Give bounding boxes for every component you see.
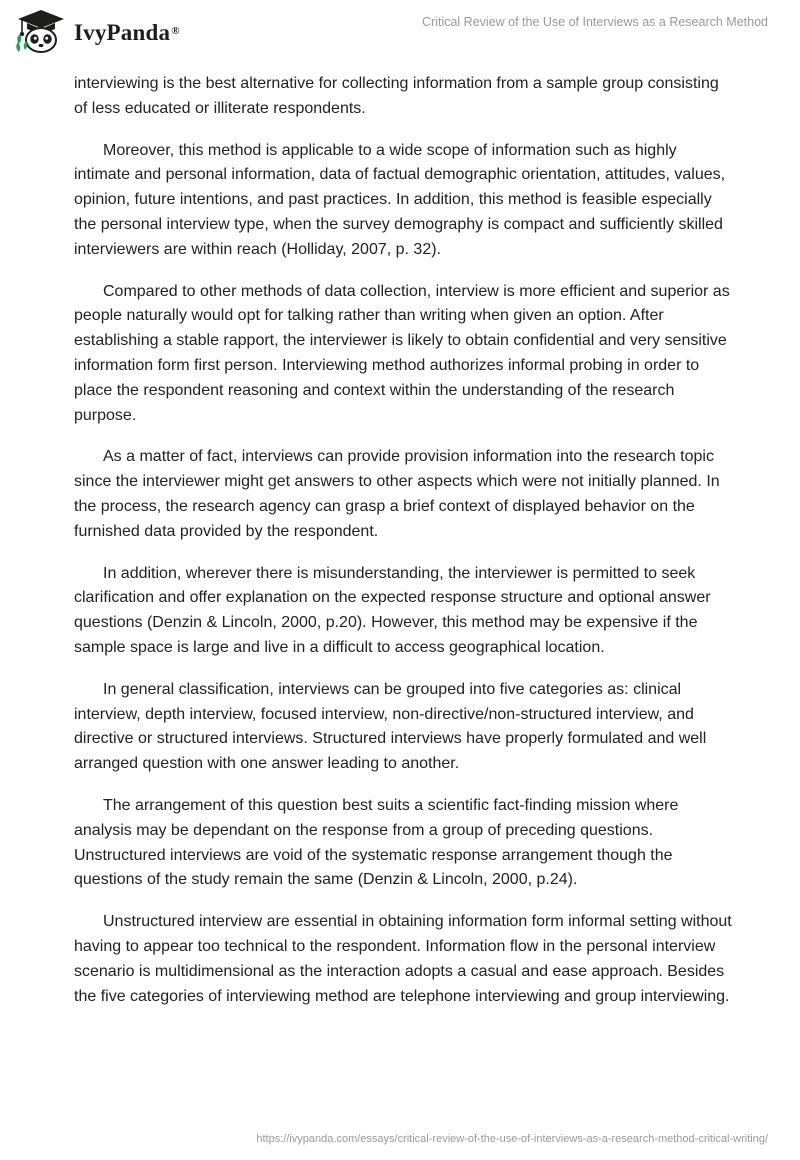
paragraph: As a matter of fact, interviews can provide provision information into the research topic since the interviewer might get answers to other aspects which were not initially planned. In the process, the research agency can grasp a brief context of displayed behavior on the furnished data provided by the respondent. [74,448,720,540]
registered-mark: ® [171,25,180,37]
document-title: Critical Review of the Use of Interviews as a Research Method [422,15,768,29]
paragraph: In addition, wherever there is misunderstanding, the interviewer is permitted to seek clarification and offer explanation on the expected response structure and optional answer questions (Denzin & Lincoln, 2000, p.20). However, this method may be expensive if the sample space is large and live in a difficult to access geographical location. [74,564,711,656]
brand-name[interactable] [74,20,180,46]
paragraph: The arrangement of this question best suits a scientific fact-finding mission where analysis may be dependant on the response from a group of preceding questions. Unstructured interviews are void of the systematic response arrangement though the questions of the study remain the same (Denzin & Lincoln, 2000, p.24). [74,796,679,889]
source-url[interactable]: https://ivypanda.com/essays/critical-review-of-the-use-of-interviews-as-a-research-method-critical-writing/ [256,1133,768,1145]
paragraph: In general classification, interviews can be grouped into five categories as: clinical interview, depth interview, focused interview, non-directive/non-structured interview, and directive or structured interviews. Structured interviews have properly formulated and well arranged question with one answer leading to another. [74,680,707,773]
paragraph-continued: interviewing is the best alternative for collecting information from a sample group consisting of less educated or illiterate respondents. [74,75,719,117]
page-header [0,0,800,66]
brand-name-text: IvyPanda [74,20,171,45]
paragraph: Unstructured interview are essential in obtaining information form informal setting without having to appear too technical to the respondent. Information flow in the personal interview scenario is multidimensional as the interaction adopts a casual and ease approach. Besides the five categories of interviewing method are telephone interviewing and group interviewing. [74,913,732,1005]
paragraph: Compared to other methods of data collection, interview is more efficient and superior as people naturally would opt for talking rather than writing when given an option. After establishing a stable rapport, the interviewer is likely to obtain confidential and very sensitive information form first person. Interviewing method authorizes informal probing in order to place the respondent reasoning and context within the understanding of the research purpose. [74,282,730,424]
ivypanda-logo-icon[interactable] [14,8,68,54]
essay-body [74,72,734,1026]
paragraph: Moreover, this method is applicable to a wide scope of information such as highly intimate and personal information, data of factual demographic orientation, attitudes, values, opinion, future intentions, and past practices. In addition, this method is feasible especially the personal interview type, when the survey demography is compact and sufficiently skilled interviewers are within reach (Holliday, 2007, p. 32). [74,141,726,258]
